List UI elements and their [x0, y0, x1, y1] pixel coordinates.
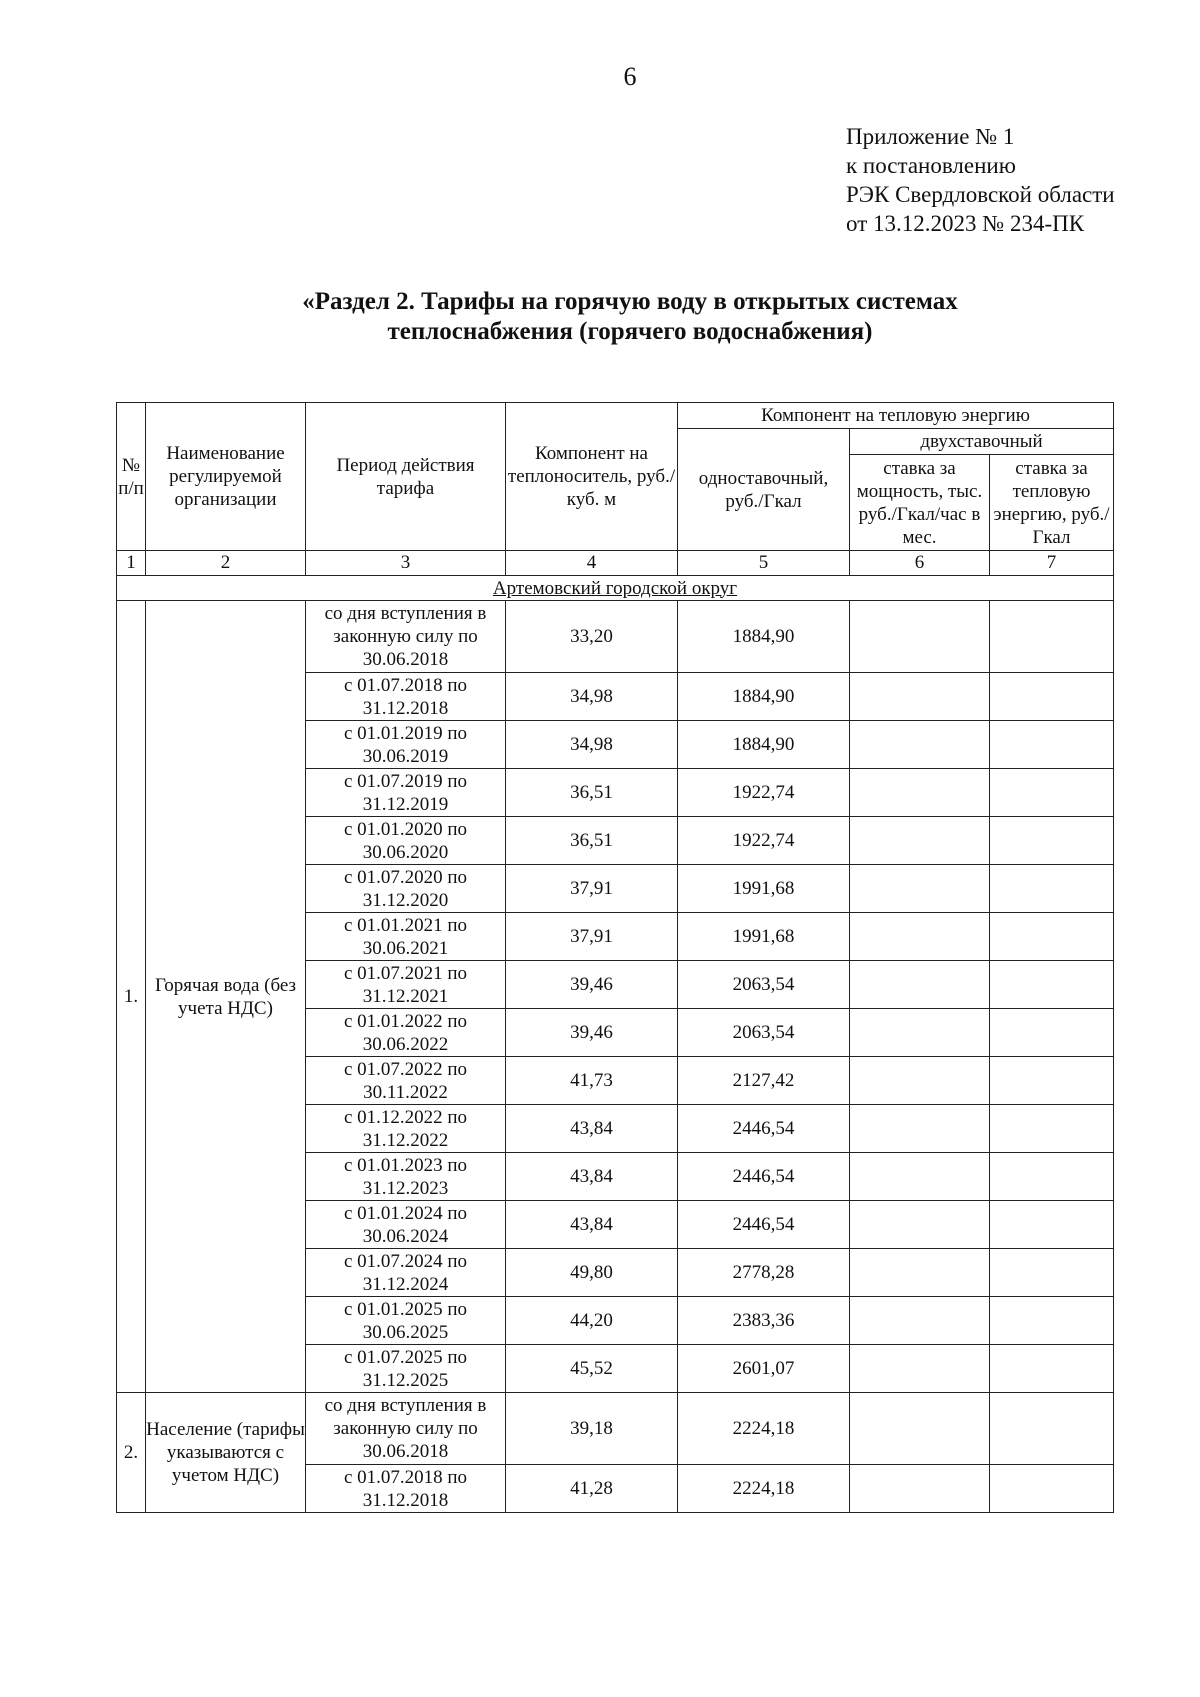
single-rate-value: 1991,68	[678, 913, 850, 961]
carrier-value: 36,51	[506, 769, 678, 817]
column-number: 2	[146, 551, 306, 576]
carrier-value: 34,98	[506, 721, 678, 769]
page-number: 6	[623, 62, 637, 91]
single-rate-value: 1884,90	[678, 721, 850, 769]
single-rate-value: 2446,54	[678, 1153, 850, 1201]
region-row	[117, 576, 1114, 601]
single-rate-value: 1922,74	[678, 769, 850, 817]
power-rate-value	[850, 601, 990, 673]
power-rate-value	[850, 673, 990, 721]
single-rate-value: 2446,54	[678, 1105, 850, 1153]
title-line: теплоснабжения (горячего водоснабжения)	[387, 318, 873, 345]
energy-rate-value	[990, 1009, 1114, 1057]
period-cell: с 01.07.2025 по 31.12.2025	[306, 1345, 506, 1393]
power-rate-value	[850, 769, 990, 817]
region-name: Артемовский городской округ	[117, 576, 1114, 601]
section-title	[150, 287, 1110, 347]
power-rate-value	[850, 1201, 990, 1249]
carrier-value: 43,84	[506, 1201, 678, 1249]
single-rate-value: 2224,18	[678, 1465, 850, 1513]
tariff-table	[116, 402, 1114, 1513]
period-cell: с 01.07.2020 по 31.12.2020	[306, 865, 506, 913]
org-name: Горячая вода (без учета НДС)	[146, 601, 306, 1393]
column-number: 5	[678, 551, 850, 576]
table-row	[117, 601, 1114, 673]
power-rate-value	[850, 1345, 990, 1393]
header-energy-group: Компонент на тепловую энергию	[678, 403, 1114, 429]
power-rate-value	[850, 1105, 990, 1153]
header-power-rate: ставка за мощность, тыс. руб./Гкал/час в мес.	[850, 455, 990, 551]
header-period: Период действия тарифа	[306, 403, 506, 551]
carrier-value: 36,51	[506, 817, 678, 865]
period-cell: с 01.01.2024 по 30.06.2024	[306, 1201, 506, 1249]
title-line: «Раздел 2. Тарифы на горячую воду в открытых системах	[302, 288, 958, 315]
period-cell: с 01.07.2021 по 31.12.2021	[306, 961, 506, 1009]
energy-rate-value	[990, 769, 1114, 817]
carrier-value: 41,28	[506, 1465, 678, 1513]
energy-rate-value	[990, 1345, 1114, 1393]
single-rate-value: 2601,07	[678, 1345, 850, 1393]
energy-rate-value	[990, 913, 1114, 961]
header-carrier: Компонент на теплоноситель, руб./куб. м	[506, 403, 678, 551]
single-rate-value: 1922,74	[678, 817, 850, 865]
carrier-value: 45,52	[506, 1345, 678, 1393]
carrier-value: 37,91	[506, 913, 678, 961]
period-cell: с 01.01.2021 по 30.06.2021	[306, 913, 506, 961]
single-rate-value: 2446,54	[678, 1201, 850, 1249]
appendix-line: Приложение № 1	[846, 124, 1015, 149]
power-rate-value	[850, 817, 990, 865]
energy-rate-value	[990, 961, 1114, 1009]
period-cell: с 01.01.2023 по 31.12.2023	[306, 1153, 506, 1201]
single-rate-value: 2224,18	[678, 1393, 850, 1465]
period-cell: с 01.01.2025 по 30.06.2025	[306, 1297, 506, 1345]
carrier-value: 34,98	[506, 673, 678, 721]
carrier-value: 33,20	[506, 601, 678, 673]
power-rate-value	[850, 1393, 990, 1465]
carrier-value: 41,73	[506, 1057, 678, 1105]
carrier-value: 37,91	[506, 865, 678, 913]
energy-rate-value	[990, 1393, 1114, 1465]
row-index: 1.	[117, 601, 146, 1393]
period-cell: со дня вступления в законную силу по 30.06.2018	[306, 1393, 506, 1465]
period-cell: с 01.07.2018 по 31.12.2018	[306, 1465, 506, 1513]
column-number: 1	[117, 551, 146, 576]
energy-rate-value	[990, 721, 1114, 769]
single-rate-value: 2063,54	[678, 1009, 850, 1057]
carrier-value: 39,18	[506, 1393, 678, 1465]
table-body	[117, 576, 1114, 1513]
single-rate-value: 2383,36	[678, 1297, 850, 1345]
carrier-value: 49,80	[506, 1249, 678, 1297]
period-cell: с 01.01.2020 по 30.06.2020	[306, 817, 506, 865]
column-number: 4	[506, 551, 678, 576]
period-cell: с 01.01.2019 по 30.06.2019	[306, 721, 506, 769]
power-rate-value	[850, 1153, 990, 1201]
power-rate-value	[850, 961, 990, 1009]
single-rate-value: 1991,68	[678, 865, 850, 913]
power-rate-value	[850, 913, 990, 961]
carrier-value: 43,84	[506, 1105, 678, 1153]
single-rate-value: 1884,90	[678, 601, 850, 673]
column-number: 3	[306, 551, 506, 576]
power-rate-value	[850, 1057, 990, 1105]
energy-rate-value	[990, 817, 1114, 865]
power-rate-value	[850, 1249, 990, 1297]
single-rate-value: 1884,90	[678, 673, 850, 721]
power-rate-value	[850, 721, 990, 769]
carrier-value: 44,20	[506, 1297, 678, 1345]
energy-rate-value	[990, 1057, 1114, 1105]
energy-rate-value	[990, 1153, 1114, 1201]
energy-rate-value	[990, 1249, 1114, 1297]
column-number: 6	[850, 551, 990, 576]
energy-rate-value	[990, 1105, 1114, 1153]
power-rate-value	[850, 1465, 990, 1513]
single-rate-value: 2063,54	[678, 961, 850, 1009]
period-cell: с 01.07.2018 по 31.12.2018	[306, 673, 506, 721]
header-energy-rate: ставка за тепловую энергию, руб./Гкал	[990, 455, 1114, 551]
column-number: 7	[990, 551, 1114, 576]
carrier-value: 39,46	[506, 1009, 678, 1057]
period-cell: со дня вступления в законную силу по 30.06.2018	[306, 601, 506, 673]
period-cell: с 01.07.2024 по 31.12.2024	[306, 1249, 506, 1297]
header-num: № п/п	[117, 403, 146, 551]
single-rate-value: 2778,28	[678, 1249, 850, 1297]
period-cell: с 01.07.2019 по 31.12.2019	[306, 769, 506, 817]
appendix-line: к постановлению	[846, 153, 1016, 178]
period-cell: с 01.12.2022 по 31.12.2022	[306, 1105, 506, 1153]
carrier-value: 39,46	[506, 961, 678, 1009]
header-single-rate: одноставочный, руб./Гкал	[678, 429, 850, 551]
energy-rate-value	[990, 1201, 1114, 1249]
single-rate-value: 2127,42	[678, 1057, 850, 1105]
energy-rate-value	[990, 1465, 1114, 1513]
period-cell: с 01.07.2022 по 30.11.2022	[306, 1057, 506, 1105]
org-name: Население (тарифы указываются с учетом НДС)	[146, 1393, 306, 1513]
power-rate-value	[850, 1297, 990, 1345]
table-row	[117, 1393, 1114, 1465]
row-index: 2.	[117, 1393, 146, 1513]
header-org: Наименование регулируемой организации	[146, 403, 306, 551]
appendix-line: от 13.12.2023 № 234-ПК	[846, 211, 1085, 236]
energy-rate-value	[990, 601, 1114, 673]
appendix-line: РЭК Свердловской области	[846, 182, 1115, 207]
energy-rate-value	[990, 673, 1114, 721]
power-rate-value	[850, 1009, 990, 1057]
header-two-rate: двухставочный	[850, 429, 1114, 455]
period-cell: с 01.01.2022 по 30.06.2022	[306, 1009, 506, 1057]
carrier-value: 43,84	[506, 1153, 678, 1201]
energy-rate-value	[990, 1297, 1114, 1345]
column-numbers-row	[117, 551, 1114, 576]
power-rate-value	[850, 865, 990, 913]
appendix-block	[846, 122, 1115, 238]
energy-rate-value	[990, 865, 1114, 913]
